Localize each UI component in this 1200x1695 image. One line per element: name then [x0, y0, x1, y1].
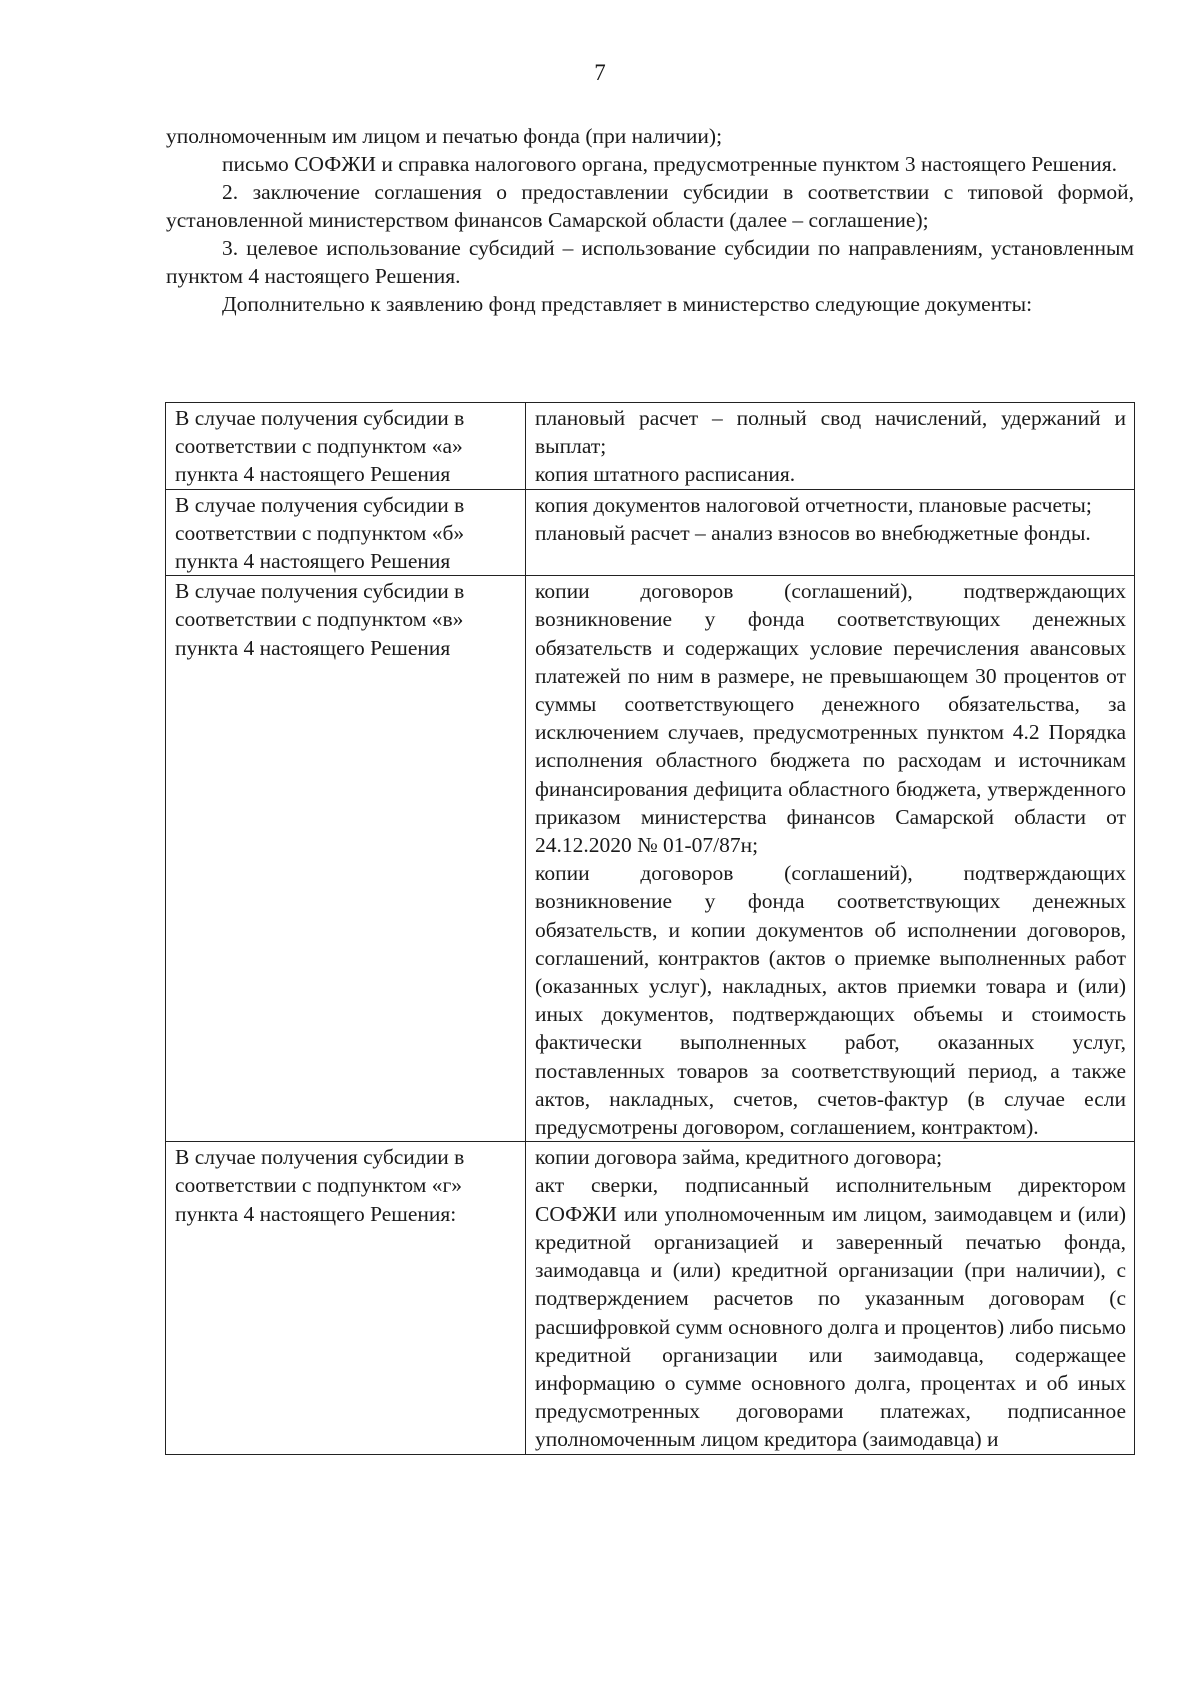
paragraph-3: 2. заключение соглашения о предоставлении субсидии в соответствии с типовой формой, установленной министерством финансов Самарской области (далее – соглашение);	[166, 180, 1134, 232]
paragraph-4: 3. целевое использование субсидий – использование субсидии по направлениям, установленным пунктом 4 настоящего Решения.	[166, 236, 1134, 288]
documents-cell	[526, 489, 1135, 576]
document-item: копии договоров (соглашений), подтверждающих возникновение у фонда соответствующих денежных обязательств и содержащих условие перечисления авансовых платежей по ним в размере, не превышающем 30 процентов от суммы соответствующего денежного обязательства, за исключением случаев, предусмотренных пунктом 4.2 Порядка исполнения областного бюджета по расходам и источникам финансирования дефицита областного бюджета, утвержденного приказом министерства финансов Самарской области от 24.12.2020 № 01-07/87н;	[535, 579, 1126, 858]
page-number: 7	[594, 60, 606, 85]
document-item: плановый расчет – полный свод начислений, удержаний и выплат;	[535, 406, 1126, 459]
document-item: акт сверки, подписанный исполнительным директором СОФЖИ или уполномоченным им лицом, заимодавцем и (или) кредитной организацией и заверенный печатью фонда, заимодавца и (или) кредитной организации (при наличии), с подтверждением расчетов по указанным договорам (с расшифровкой сумм основного долга и процентов) либо письмо кредитной организации или заимодавца, содержащее информацию о сумме основного долга, процентах и об иных предусмотренных договорами платежах, подписанное уполномоченным лицом кредитора (заимодавца) и	[535, 1173, 1126, 1452]
paragraph-2: письмо СОФЖИ и справка налогового органа, предусмотренные пунктом 3 настоящего Решения.	[222, 152, 1118, 176]
documents-cell	[526, 576, 1135, 1142]
condition-cell: В случае получения субсидии в соответствии с подпунктом «а» пункта 4 настоящего Решения	[166, 403, 526, 490]
document-item: копии договора займа, кредитного договора;	[535, 1145, 943, 1170]
condition-cell: В случае получения субсидии в соответствии с подпунктом «в» пункта 4 настоящего Решения	[166, 576, 526, 1142]
table-row	[166, 1142, 1135, 1454]
condition-cell: В случае получения субсидии в соответствии с подпунктом «г» пункта 4 настоящего Решения:	[166, 1142, 526, 1454]
table-row	[166, 403, 1135, 490]
body-text	[166, 122, 1134, 318]
document-item: копия штатного расписания.	[535, 462, 796, 487]
document-item: копии договоров (соглашений), подтверждающих возникновение у фонда соответствующих денежных обязательств, и копии документов об исполнении договоров, соглашений, контрактов (актов о приемке выполненных работ (оказанных услуг), накладных, актов приемки товара и (или) иных документов, подтверждающих объемы и стоимость фактически выполненных работ, оказанных услуг, поставленных товаров за соответствующий период, а также актов, накладных, счетов, счетов-фактур (в случае если предусмотрены договором, соглашением, контрактом).	[535, 861, 1126, 1140]
table-row	[166, 576, 1135, 1142]
document-item: плановый расчет – анализ взносов во внебюджетные фонды.	[535, 520, 1091, 545]
condition-cell: В случае получения субсидии в соответствии с подпунктом «б» пункта 4 настоящего Решения	[166, 489, 526, 576]
paragraph-5: Дополнительно к заявлению фонд представляет в министерство следующие документы:	[222, 292, 1033, 316]
documents-cell	[526, 1142, 1135, 1454]
document-item: копия документов налоговой отчетности, плановые расчеты;	[535, 492, 1092, 517]
table-row	[166, 489, 1135, 576]
documents-table	[165, 402, 1135, 1455]
paragraph-1: уполномоченным им лицом и печатью фонда (при наличии);	[166, 124, 723, 148]
documents-cell	[526, 403, 1135, 490]
